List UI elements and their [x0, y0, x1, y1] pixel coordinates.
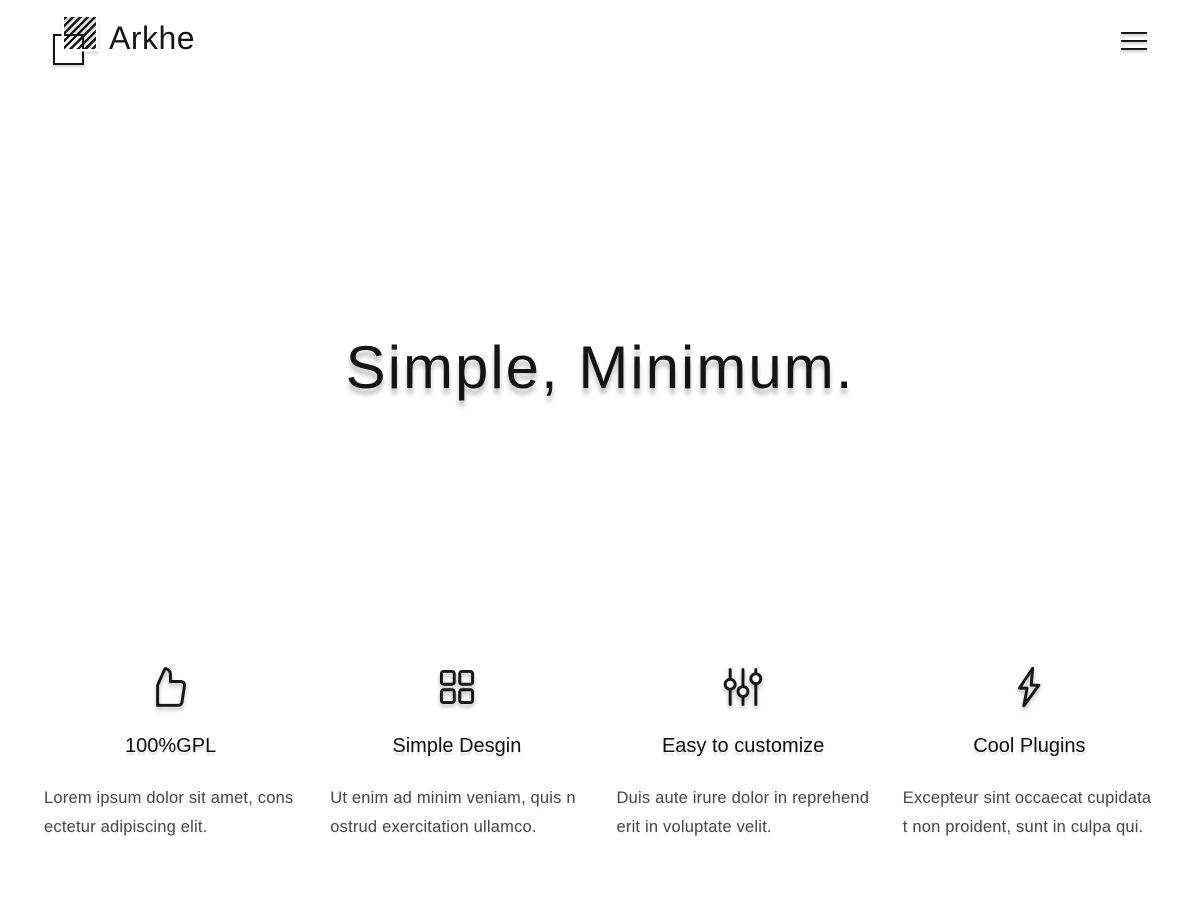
zap-icon [903, 663, 1156, 711]
main-content [0, 332, 1200, 900]
feature-title: 100%GPL [125, 735, 217, 757]
feature-title: Easy to customize [661, 735, 825, 757]
feature-description: Lorem ipsum dolor sit amet, cons ectetur adipiscing elit. [44, 789, 294, 836]
logo-striped-square [64, 17, 96, 49]
brand-name: Arkhe [109, 20, 196, 56]
feature-description: Duis aute irure dolor in reprehend erit in voluptate velit. [616, 789, 870, 836]
thumbs-up-icon [44, 663, 297, 711]
grid-icon [330, 663, 583, 711]
hero-section [0, 332, 1200, 404]
feature-description: Excepteur sint occaecat cupidata t non proident, sunt in culpa qui. [902, 789, 1152, 836]
feature-card-plugins [903, 663, 1156, 842]
feature-title: Simple Desgin [392, 735, 522, 757]
site-header [0, 0, 1200, 66]
feature-card-design [330, 663, 583, 842]
arkhe-logo-icon [50, 16, 97, 66]
hero-title: Simple, Minimum. [345, 334, 855, 401]
feature-title: Cool Plugins [973, 735, 1086, 757]
site-logo[interactable] [50, 16, 195, 66]
sliders-icon [617, 663, 870, 711]
hamburger-icon [1121, 32, 1147, 34]
feature-card-customize [617, 663, 870, 842]
feature-card-gpl [44, 663, 297, 842]
features-section [44, 663, 1156, 900]
menu-button[interactable] [1121, 32, 1147, 50]
feature-description: Ut enim ad minim veniam, quis n ostrud exercitation ullamco. [330, 789, 576, 836]
